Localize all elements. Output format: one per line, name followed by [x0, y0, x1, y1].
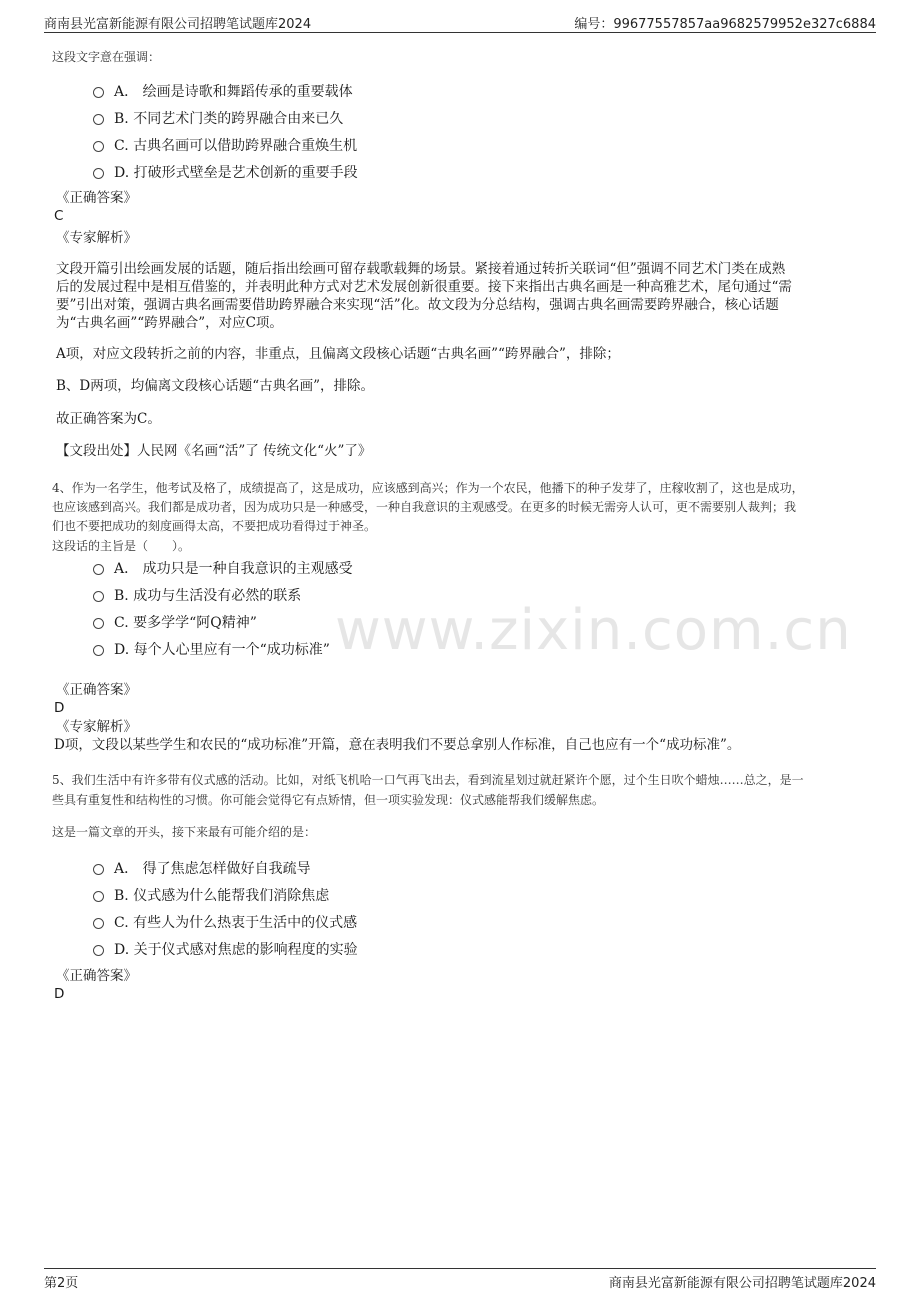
q3-analysis-line: 后的发展过程中是相互借鉴的，并表明此种方式对艺术发展创新很重要。接下来指出古典名画是一种高雅艺术，尾句通过“需 [56, 279, 792, 295]
header-title: 商南县光富新能源有限公司招聘笔试题库2024 [44, 17, 312, 32]
radio-icon[interactable] [93, 141, 104, 152]
q3-source: 【文段出处】人民网《名画“活”了 传统文化“火”了》 [56, 443, 372, 459]
q3-option-c[interactable]: C. 古典名画可以借助跨界融合重焕生机 [93, 135, 357, 155]
radio-icon[interactable] [93, 891, 104, 902]
q3-stem-tail: 这段文字意在强调： [52, 50, 161, 64]
q5-stem-line: 5、我们生活中有许多带有仪式感的活动。比如，对纸飞机哈一口气再飞出去，看到流星划过就赶紧许个愿，过个生日吹个蜡烛……总之，是一 [52, 773, 804, 787]
radio-icon[interactable] [93, 564, 104, 575]
q4-analysis: D项，文段以某些学生和农民的“成功标准”开篇，意在表明我们不要总拿别人作标准，自己也应有一个“成功标准”。 [54, 737, 741, 753]
q3-analysis-bd: B、D两项，均偏离文段核心话题“古典名画”，排除。 [56, 378, 375, 394]
q4-analysis-label: 《专家解析》 [56, 719, 137, 735]
q4-option-d[interactable]: D. 每个人心里应有一个“成功标准” [93, 639, 330, 659]
footer-title: 商南县光富新能源有限公司招聘笔试题库2024 [608, 1276, 876, 1291]
q4-question: 这段话的主旨是（ ）。 [52, 539, 191, 553]
q3-conclusion: 故正确答案为C。 [56, 411, 161, 427]
watermark: www.zixin.com.cn [335, 598, 852, 663]
q4-stem-line: 们也不要把成功的刻度画得太高，不要把成功看得过于神圣。 [52, 519, 377, 533]
q3-analysis-line: 为“古典名画”“跨界融合”，对应C项。 [56, 315, 283, 331]
page-number: 第2页 [44, 1276, 79, 1291]
q4-answer-label: 《正确答案》 [56, 682, 137, 698]
document-code: 编号：99677557857aa9682579952e327c6884 [574, 17, 876, 32]
q3-option-b[interactable]: B. 不同艺术门类的跨界融合由来已久 [93, 108, 343, 128]
q3-analysis-a: A项，对应文段转折之前的内容，非重点，且偏离文段核心话题“古典名画”“跨界融合”，排除； [56, 346, 620, 362]
q3-option-d[interactable]: D. 打破形式壁垒是艺术创新的重要手段 [93, 162, 358, 182]
radio-icon[interactable] [93, 945, 104, 956]
radio-icon[interactable] [93, 591, 104, 602]
q4-answer: D [54, 700, 65, 716]
radio-icon[interactable] [93, 918, 104, 929]
q3-answer-label: 《正确答案》 [56, 190, 137, 206]
q3-analysis-label: 《专家解析》 [56, 230, 137, 246]
q4-option-c[interactable]: C. 要多学学“阿Q精神” [93, 612, 257, 632]
q3-analysis-line: 文段开篇引出绘画发展的话题，随后指出绘画可留存载歌载舞的场景。紧接着通过转折关联词“但”强调不同艺术门类在成熟 [56, 261, 786, 277]
q3-answer: C [54, 208, 64, 224]
q5-option-c[interactable]: C. 有些人为什么热衷于生活中的仪式感 [93, 912, 357, 932]
radio-icon[interactable] [93, 114, 104, 125]
radio-icon[interactable] [93, 87, 104, 98]
q5-answer: D [54, 986, 65, 1002]
radio-icon[interactable] [93, 618, 104, 629]
q5-option-a[interactable]: A． 得了焦虑怎样做好自我疏导 [93, 858, 311, 878]
radio-icon[interactable] [93, 864, 104, 875]
q3-analysis-line: 要”引出对策，强调古典名画需要借助跨界融合来实现“活”化。故文段为分总结构，强调古典名画需要跨界融合，核心话题 [56, 297, 779, 313]
q5-option-b[interactable]: B. 仪式感为什么能帮我们消除焦虑 [93, 885, 329, 905]
q4-stem-line: 也应该感到高兴。我们都是成功者，因为成功只是一种感受，一种自我意识的主观感受。在更多的时候无需旁人认可，更不需要别人裁判；我 [52, 500, 797, 514]
page-footer [44, 1268, 876, 1291]
q5-option-d[interactable]: D. 关于仪式感对焦虑的影响程度的实验 [93, 939, 358, 959]
q4-option-a[interactable]: A． 成功只是一种自我意识的主观感受 [93, 558, 353, 578]
q4-stem-line: 4、作为一名学生，他考试及格了，成绩提高了，这是成功，应该感到高兴；作为一个农民，他播下的种子发芽了，庄稼收割了，这也是成功， [52, 481, 804, 495]
radio-icon[interactable] [93, 168, 104, 179]
radio-icon[interactable] [93, 645, 104, 656]
page-header [44, 10, 876, 33]
q4-option-b[interactable]: B. 成功与生活没有必然的联系 [93, 585, 301, 605]
q5-answer-label: 《正确答案》 [56, 968, 137, 984]
q5-question: 这是一篇文章的开头，接下来最有可能介绍的是： [52, 825, 317, 839]
q3-option-a[interactable]: A． 绘画是诗歌和舞蹈传承的重要载体 [93, 81, 353, 101]
q5-stem-line: 些具有重复性和结构性的习惯。你可能会觉得它有点矫情，但一项实验发现：仪式感能帮我们缓解焦虑。 [52, 793, 605, 807]
